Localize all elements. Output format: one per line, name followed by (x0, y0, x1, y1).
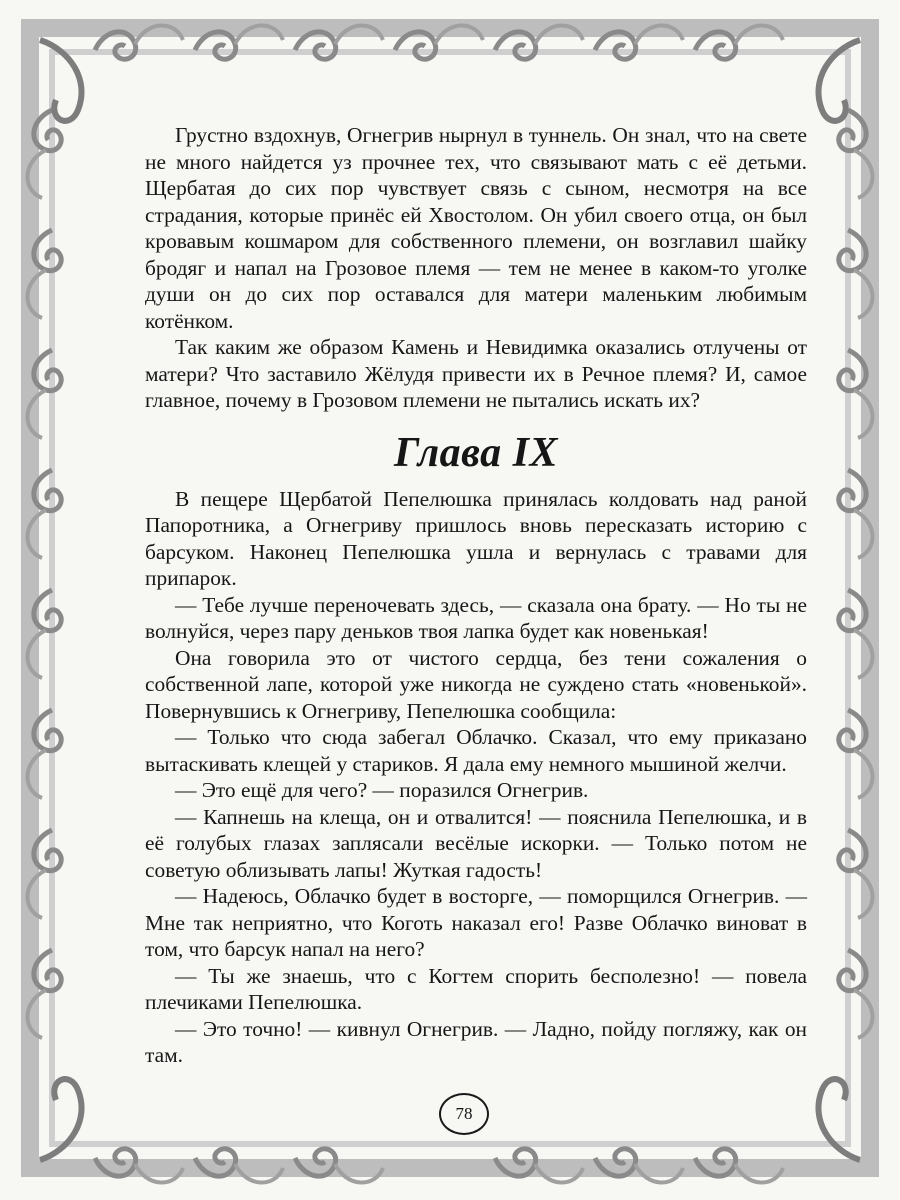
paragraph: — Это ещё для чего? — поразился Огнегрив. (175, 778, 589, 802)
paragraph: Она говорила это от чистого сердца, без тени сожаления о собственной лапе, которой уже никогда не суждено стать «новенькой». Повернувшись к Огнегриву, Пепелюшка сообщила: (145, 645, 807, 723)
chapter-title: Глава IX (393, 429, 559, 476)
paragraph: — Это точно! — кивнул Огнегрив. — Ладно, пойду погляжу, как он там. (145, 1016, 807, 1067)
paragraph: — Надеюсь, Облачко будет в восторге, — поморщился Огнегрив. — Мне так неприятно, что Коготь наказал его! Разве Облачко виноват в том, что барсук напал на него? (145, 884, 807, 961)
paragraph: В пещере Щербатой Пепелюшка принялась колдовать над раной Папоротника, а Огнегриву пришлось вновь пересказать историю с барсуком. Наконец Пепелюшка ушла и вернулась с травами для припарок. (145, 486, 807, 590)
paragraph: Так каким же образом Камень и Невидимка оказались отлучены от матери? Что заставило Жёлудя привести их в Речное племя? И, самое главное, почему в Грозовом племени не пытались искать их? (145, 335, 807, 412)
page-number: 78 (439, 1093, 489, 1135)
paragraph: — Ты же знаешь, что с Когтем спорить бесполезно! — повела плечиками Пепелюшка. (145, 963, 807, 1014)
paragraph: Грустно вздохнув, Огнегрив нырнул в туннель. Он знал, что на свете не много найдется уз прочнее тех, что связывают мать с её детьми. Щербатая до сих пор чувствует связь с сыном, несмотря на все страдания, которые принёс ей Хвостолом. Он убил своего отца, он был кровавым кошмаром для собственного племени, он возглавил шайку бродяг и напал на Грозовое племя — тем не менее в каком-то уголке души он до сих пор оставался для матери маленьким любимым котёнком. (145, 123, 807, 333)
page-text (145, 122, 807, 1069)
paragraph: — Только что сюда забегал Облачко. Сказал, что ему приказано вытаскивать клещей у стариков. Я дала ему немного мышиной желчи. (145, 725, 807, 776)
paragraph: — Тебе лучше переночевать здесь, — сказала она брату. — Но ты не волнуйся, через пару деньков твоя лапка будет как новенькая! (145, 592, 807, 643)
paragraph: — Капнешь на клеща, он и отвалится! — пояснила Пепелюшка, и в её голубых глазах заплясали весёлые искорки. — Только потом не советую облизывать лапы! Жуткая гадость! (145, 804, 807, 882)
